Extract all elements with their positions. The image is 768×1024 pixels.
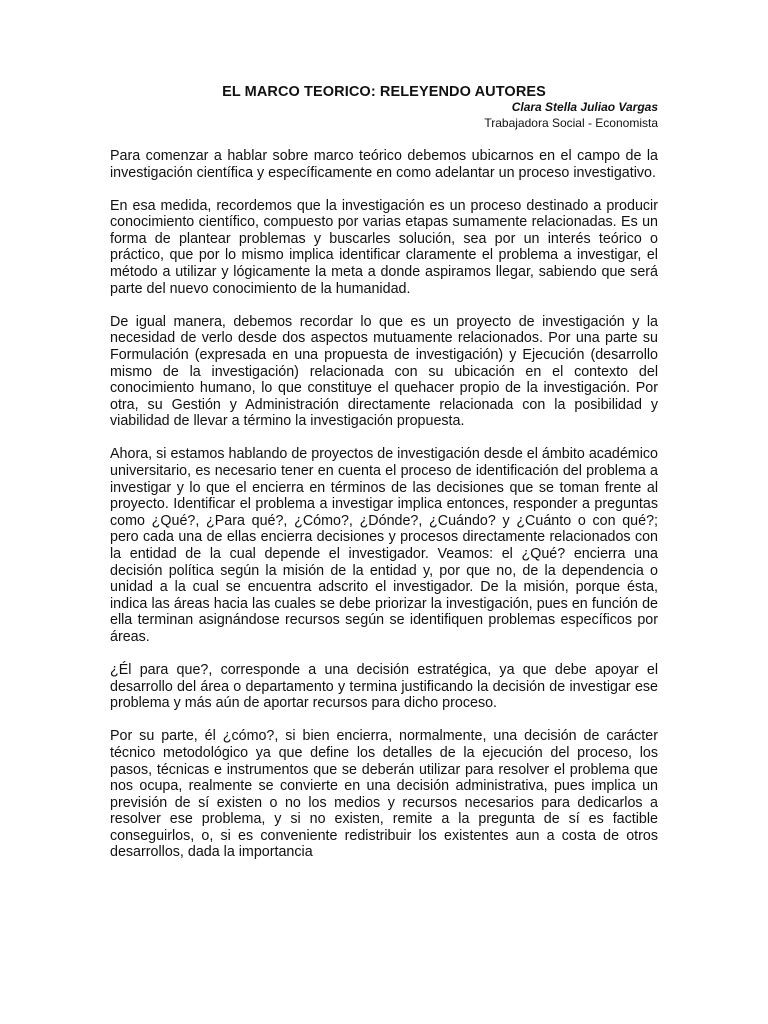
paragraph-6: Por su parte, él ¿cómo?, si bien encierra, normalmente, una decisión de carácter técnico metodológico ya que define los detalles de la ejecución del proceso, los pasos, técnicas e instrumentos que se deberán utilizar para resolver el problema que nos ocupa, realmente se convierte en una decisión administrativa, pues implica un previsión de sí existen o no los medios y recursos necesarios para dedicarlos a resolver ese problema, y si no existen, remite a la pregunta de sí es factible conseguirlos, o, si es conveniente redistribuir los existentes aun a costa de otros desarrollos, dada la importancia <box>110 728 658 861</box>
paragraph-3: De igual manera, debemos recordar lo que es un proyecto de investigación y la necesidad de verlo desde dos aspectos mutuamente relacionados. Por una parte su Formulación (expresada en una propuesta de investigación) y Ejecución (desarrollo mismo de la investigación) relacionada con su ubicación en el contexto del conocimiento humano, lo que constituye el quehacer propio de la investigación. Por otra, su Gestión y Administración directamente relacionada con la posibilidad y viabilidad de llevar a término la investigación propuesta. <box>110 313 658 430</box>
document-body <box>110 148 658 878</box>
paragraph-5: ¿Él para que?, corresponde a una decisión estratégica, ya que debe apoyar el desarrollo del área o departamento y termina justificando la decisión de investigar ese problema y más aún de aportar recursos para dicho proceso. <box>110 662 658 712</box>
document-title: EL MARCO TEORICO: RELEYENDO AUTORES <box>222 84 546 100</box>
paragraph-4: Ahora, si estamos hablando de proyectos de investigación desde el ámbito académico universitario, es necesario tener en cuenta el proceso de identificación del problema a investigar y lo que el encierra en términos de las decisiones que se toman frente al proyecto. Identificar el problema a investigar implica entonces, responder a preguntas como ¿Qué?, ¿Para qué?, ¿Cómo?, ¿Dónde?, ¿Cuándo? y ¿Cuánto o con qué?; pero cada una de ellas encierra decisiones y procesos directamente relacionados con la entidad de la cual depende el investigador. Veamos: el ¿Qué? encierra una decisión política según la misión de la entidad y, por que no, de la dependencia o unidad a la cual se encuentra adscrito el investigador. De la misión, porque ésta, indica las áreas hacia las cuales se debe priorizar la investigación, pues en función de ella terminan asignándose recursos según se identifiquen problemas específicos por áreas. <box>110 446 658 645</box>
paragraph-1: Para comenzar a hablar sobre marco teórico debemos ubicarnos en el campo de la investigación científica y específicamente en como adelantar un proceso investigativo. <box>110 148 658 181</box>
author-role: Trabajadora Social - Economista <box>484 116 658 130</box>
paragraph-2: En esa medida, recordemos que la investigación es un proceso destinado a producir conocimiento científico, compuesto por varias etapas sumamente relacionadas. Es un forma de plantear problemas y buscarles solución, sea por un interés teórico o práctico, que por lo mismo implica identificar claramente el problema a investigar, el método a utilizar y lógicamente la meta a donde aspiramos llegar, sabiendo que será parte del nuevo conocimiento de la humanidad. <box>110 197 658 297</box>
author-name: Clara Stella Juliao Vargas <box>511 100 658 114</box>
